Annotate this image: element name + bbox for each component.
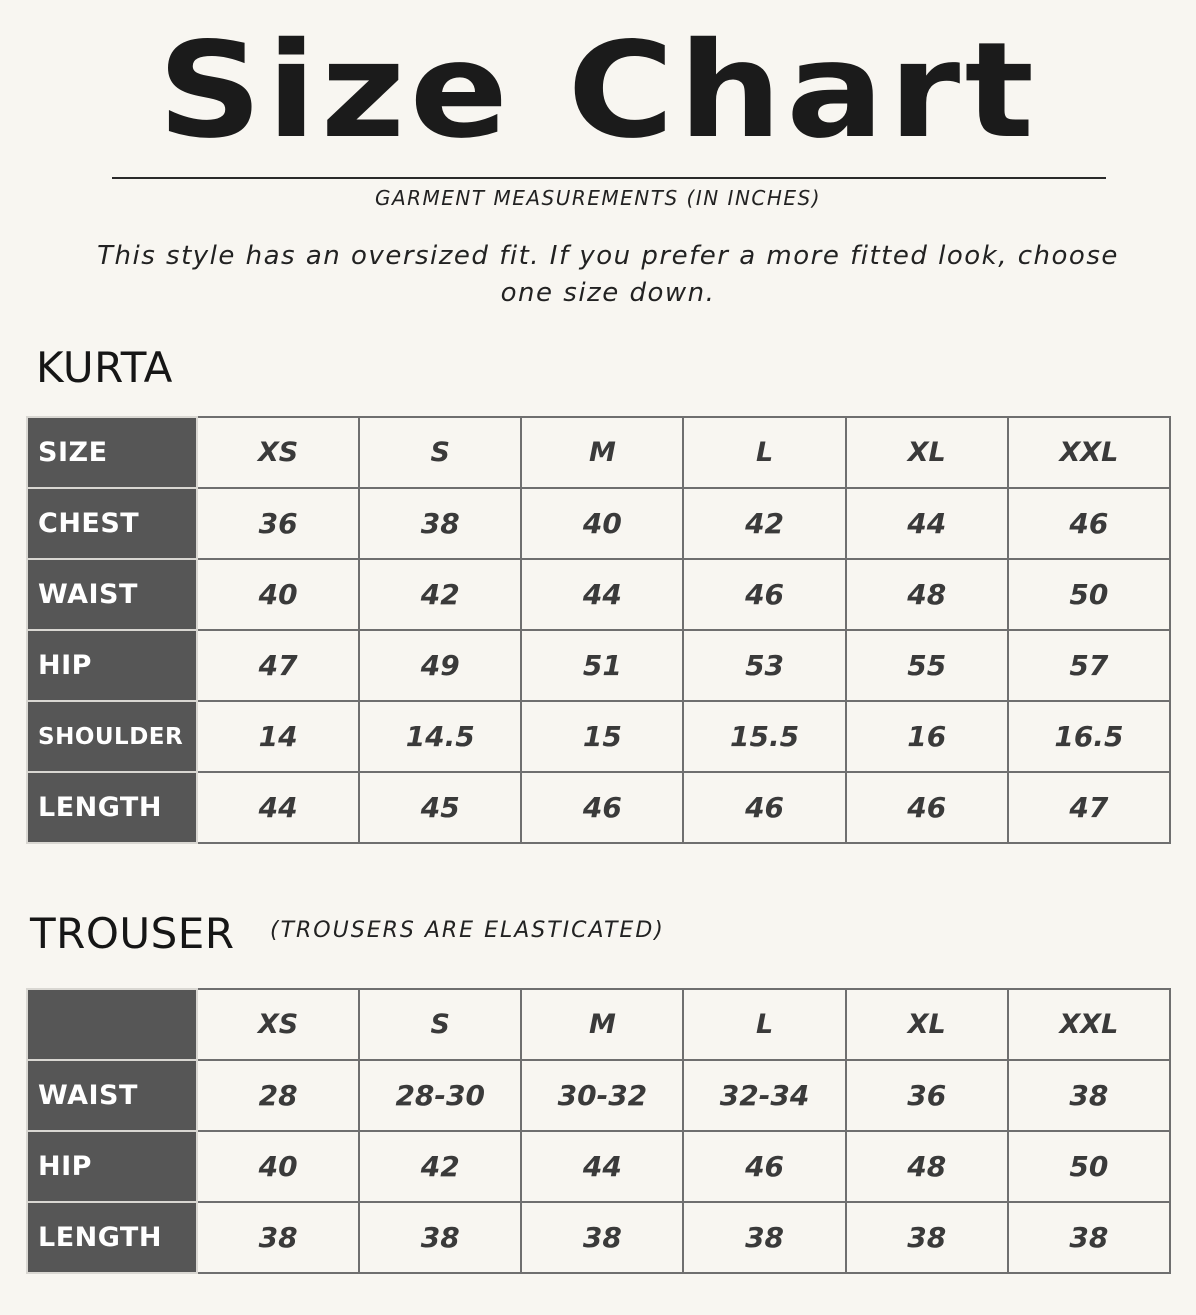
table-cell: 46 [683,772,845,843]
table-cell: 40 [197,1131,359,1202]
table-cell: 46 [683,559,845,630]
table-cell: 38 [359,1202,521,1273]
table-cell: 57 [1008,630,1170,701]
size-column-header: XS [197,417,359,488]
table-cell: 44 [521,1131,683,1202]
fit-note: This style has an oversized fit. If you prefer a more fitted look, choose one size down. [97,241,1119,308]
measurement-subtitle: GARMENT MEASUREMENTS (IN INCHES) [374,186,822,210]
table-row [27,1060,1170,1131]
table-cell: 42 [683,488,845,559]
size-column-header: XS [197,989,359,1060]
kurta-section-title: KURTA [36,343,173,392]
table-cell: 55 [846,630,1008,701]
table-cell: 42 [359,1131,521,1202]
table-cell: 40 [521,488,683,559]
table-cell: 40 [197,559,359,630]
table-cell: 44 [197,772,359,843]
trouser-section-title: TROUSER [30,909,235,958]
table-cell: 50 [1008,1131,1170,1202]
page-title: Size Chart [157,14,1039,168]
table-cell: 15 [521,701,683,772]
size-column-header: XXL [1008,417,1170,488]
table-cell: 38 [197,1202,359,1273]
table-header-row [27,417,1170,488]
table-cell: 36 [846,1060,1008,1131]
table-cell: 50 [1008,559,1170,630]
table-cell: 38 [359,488,521,559]
table-cell: 14.5 [359,701,521,772]
table-cell: 46 [846,772,1008,843]
table-cell: 38 [683,1202,845,1273]
size-column-header: S [359,989,521,1060]
table-row [27,701,1170,772]
table-cell: 32-34 [683,1060,845,1131]
size-column-header: M [521,417,683,488]
row-label: HIP [27,630,197,701]
row-label: WAIST [27,1060,197,1131]
row-label: LENGTH [27,1202,197,1273]
table-cell: 46 [683,1131,845,1202]
table-cell: 49 [359,630,521,701]
table-cell: 28 [197,1060,359,1131]
table-cell: 14 [197,701,359,772]
table-cell: 36 [197,488,359,559]
kurta-size-table [26,416,1171,844]
trouser-note: (TROUSERS ARE ELASTICATED) [270,918,665,943]
table-row [27,772,1170,843]
table-cell: 46 [521,772,683,843]
table-cell: 51 [521,630,683,701]
table-cell: 47 [197,630,359,701]
table-cell: 16 [846,701,1008,772]
size-header-cell: SIZE [27,417,197,488]
size-column-header: M [521,989,683,1060]
table-cell: 46 [1008,488,1170,559]
size-column-header: XXL [1008,989,1170,1060]
row-label: SHOULDER [27,701,197,772]
row-label: WAIST [27,559,197,630]
table-row [27,559,1170,630]
table-cell: 30-32 [521,1060,683,1131]
table-header-row [27,989,1170,1060]
table-cell: 53 [683,630,845,701]
size-column-header: XL [846,417,1008,488]
table-cell: 44 [846,488,1008,559]
table-cell: 48 [846,1131,1008,1202]
title-divider [112,177,1106,179]
table-cell: 42 [359,559,521,630]
table-cell: 47 [1008,772,1170,843]
size-column-header: S [359,417,521,488]
table-cell: 16.5 [1008,701,1170,772]
table-cell: 38 [521,1202,683,1273]
blank-header-cell [27,989,197,1060]
table-row [27,1131,1170,1202]
table-row [27,630,1170,701]
size-column-header: L [683,989,845,1060]
trouser-size-table [26,988,1171,1274]
table-cell: 38 [846,1202,1008,1273]
table-cell: 15.5 [683,701,845,772]
row-label: HIP [27,1131,197,1202]
row-label: CHEST [27,488,197,559]
row-label: LENGTH [27,772,197,843]
table-cell: 45 [359,772,521,843]
table-row [27,488,1170,559]
table-row [27,1202,1170,1273]
table-cell: 44 [521,559,683,630]
table-cell: 38 [1008,1060,1170,1131]
size-column-header: L [683,417,845,488]
table-cell: 38 [1008,1202,1170,1273]
size-column-header: XL [846,989,1008,1060]
table-cell: 48 [846,559,1008,630]
table-cell: 28-30 [359,1060,521,1131]
